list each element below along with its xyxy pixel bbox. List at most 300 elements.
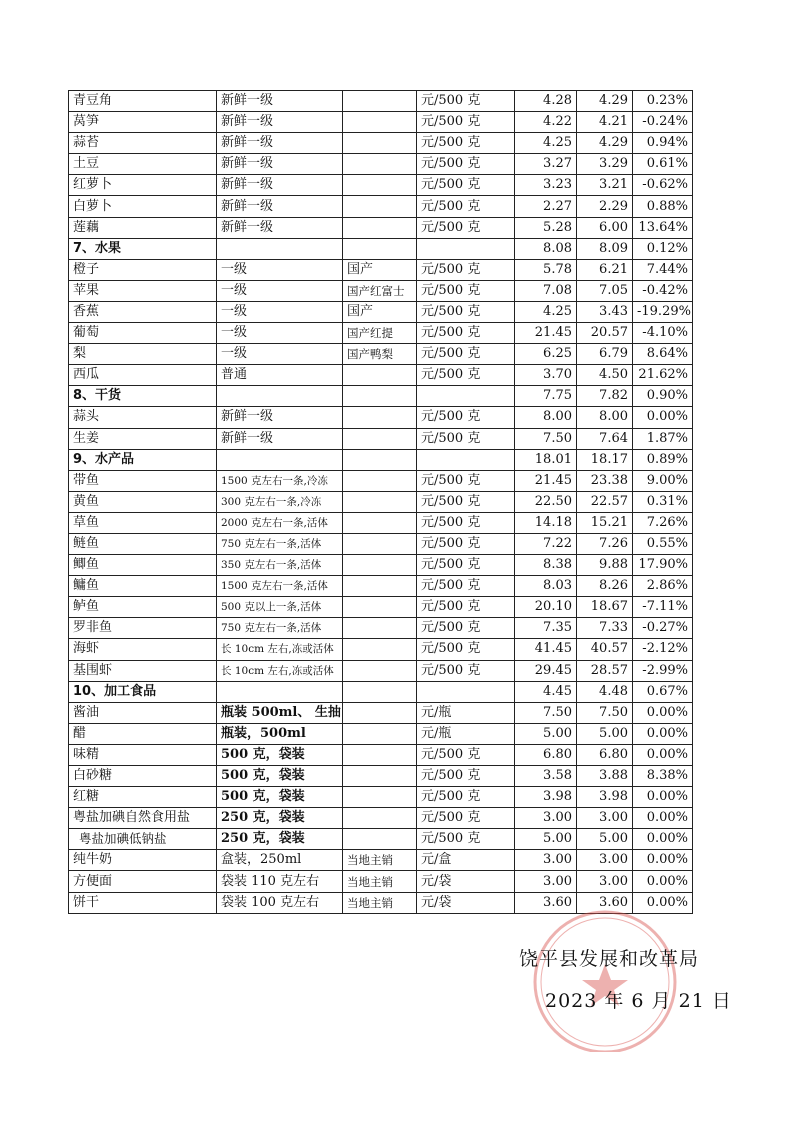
curr-price: 40.57 [577, 639, 633, 660]
item-name: 基围虾 [69, 660, 217, 681]
curr-price: 4.48 [577, 681, 633, 702]
item-unit: 元/500 克 [417, 259, 515, 280]
empty-cell [417, 449, 515, 470]
curr-price: 6.00 [577, 217, 633, 238]
curr-price: 7.33 [577, 618, 633, 639]
table-row [69, 280, 693, 301]
item-spec: 500 克，袋装 [217, 787, 343, 808]
item-origin [343, 91, 417, 112]
prev-price: 3.60 [515, 892, 577, 913]
empty-cell [217, 681, 343, 702]
item-spec: 750 克左右一条,活体 [217, 618, 343, 639]
empty-cell [343, 238, 417, 259]
item-name: 鲢鱼 [69, 533, 217, 554]
table-row [69, 259, 693, 280]
item-spec: 一级 [217, 280, 343, 301]
price-change: 0.67% [633, 681, 693, 702]
prev-price: 4.45 [515, 681, 577, 702]
prev-price: 41.45 [515, 639, 577, 660]
item-origin: 国产 [343, 301, 417, 322]
price-table-body [69, 91, 693, 914]
item-name: 香蕉 [69, 301, 217, 322]
item-spec: 普通 [217, 365, 343, 386]
item-unit: 元/500 克 [417, 512, 515, 533]
prev-price: 21.45 [515, 470, 577, 491]
price-change: -2.12% [633, 639, 693, 660]
item-name: 带鱼 [69, 470, 217, 491]
prev-price: 20.10 [515, 597, 577, 618]
item-origin [343, 407, 417, 428]
category-name: 7、水果 [69, 238, 217, 259]
table-row [69, 808, 693, 829]
item-spec: 新鲜一级 [217, 175, 343, 196]
prev-price: 3.98 [515, 787, 577, 808]
item-origin [343, 639, 417, 660]
item-origin: 当地主销 [343, 850, 417, 871]
price-change: 0.89% [633, 449, 693, 470]
table-row [69, 533, 693, 554]
item-spec: 新鲜一级 [217, 196, 343, 217]
table-row [69, 491, 693, 512]
category-name: 8、干货 [69, 386, 217, 407]
item-name: 鲫鱼 [69, 555, 217, 576]
price-change: 0.00% [633, 787, 693, 808]
prev-price: 5.28 [515, 217, 577, 238]
table-row [69, 576, 693, 597]
empty-cell [217, 449, 343, 470]
prev-price: 3.00 [515, 871, 577, 892]
prev-price: 5.00 [515, 723, 577, 744]
curr-price: 22.57 [577, 491, 633, 512]
prev-price: 7.50 [515, 702, 577, 723]
prev-price: 4.25 [515, 133, 577, 154]
curr-price: 7.50 [577, 702, 633, 723]
price-change: 0.00% [633, 744, 693, 765]
item-spec: 瓶装 500ml、 生抽 [217, 702, 343, 723]
curr-price: 28.57 [577, 660, 633, 681]
curr-price: 4.29 [577, 133, 633, 154]
empty-cell [343, 386, 417, 407]
item-origin [343, 829, 417, 850]
item-origin [343, 175, 417, 196]
item-name: 白萝卜 [69, 196, 217, 217]
item-name: 粤盐加碘自然食用盐 [69, 808, 217, 829]
curr-price: 3.43 [577, 301, 633, 322]
category-row [69, 386, 693, 407]
table-row [69, 723, 693, 744]
prev-price: 3.70 [515, 365, 577, 386]
curr-price: 7.64 [577, 428, 633, 449]
empty-cell [343, 681, 417, 702]
item-name: 醋 [69, 723, 217, 744]
price-change: -19.29% [633, 301, 693, 322]
item-name: 纯牛奶 [69, 850, 217, 871]
price-change: 8.38% [633, 766, 693, 787]
item-unit: 元/500 克 [417, 407, 515, 428]
item-spec: 350 克左右一条,活体 [217, 555, 343, 576]
item-unit: 元/500 克 [417, 766, 515, 787]
item-origin [343, 133, 417, 154]
item-unit: 元/袋 [417, 871, 515, 892]
prev-price: 7.35 [515, 618, 577, 639]
item-origin [343, 491, 417, 512]
table-row [69, 744, 693, 765]
item-unit: 元/500 克 [417, 829, 515, 850]
item-name: 葡萄 [69, 323, 217, 344]
item-spec: 长 10cm 左右,冻或活体 [217, 639, 343, 660]
item-origin [343, 365, 417, 386]
item-unit: 元/瓶 [417, 723, 515, 744]
item-origin: 国产红提 [343, 323, 417, 344]
category-row [69, 238, 693, 259]
official-seal [505, 902, 705, 1052]
curr-price: 3.00 [577, 808, 633, 829]
item-spec: 长 10cm 左右,冻或活体 [217, 660, 343, 681]
item-name: 黄鱼 [69, 491, 217, 512]
curr-price: 15.21 [577, 512, 633, 533]
prev-price: 3.27 [515, 154, 577, 175]
prev-price: 7.50 [515, 428, 577, 449]
prev-price: 7.08 [515, 280, 577, 301]
empty-cell [217, 386, 343, 407]
curr-price: 18.17 [577, 449, 633, 470]
price-change: 0.00% [633, 723, 693, 744]
item-origin: 国产 [343, 259, 417, 280]
item-spec: 500 克以上一条,活体 [217, 597, 343, 618]
item-origin [343, 470, 417, 491]
curr-price: 7.26 [577, 533, 633, 554]
table-row [69, 702, 693, 723]
price-change: 0.23% [633, 91, 693, 112]
item-spec: 2000 克左右一条,活体 [217, 512, 343, 533]
item-unit: 元/盒 [417, 850, 515, 871]
item-unit: 元/500 克 [417, 344, 515, 365]
item-spec: 新鲜一级 [217, 428, 343, 449]
item-spec: 750 克左右一条,活体 [217, 533, 343, 554]
prev-price: 8.00 [515, 407, 577, 428]
item-name: 蒜苔 [69, 133, 217, 154]
price-change: 0.94% [633, 133, 693, 154]
item-name: 鳙鱼 [69, 576, 217, 597]
item-name: 梨 [69, 344, 217, 365]
price-change: -2.99% [633, 660, 693, 681]
item-origin [343, 217, 417, 238]
table-row [69, 555, 693, 576]
item-origin [343, 576, 417, 597]
price-change: 7.44% [633, 259, 693, 280]
issue-date: 2023 年 6 月 21 日 [545, 990, 732, 1012]
price-change: 9.00% [633, 470, 693, 491]
item-spec: 一级 [217, 259, 343, 280]
item-unit: 元/500 克 [417, 808, 515, 829]
item-unit: 元/500 克 [417, 217, 515, 238]
price-change: -0.27% [633, 618, 693, 639]
curr-price: 18.67 [577, 597, 633, 618]
table-row [69, 787, 693, 808]
item-name: 莲藕 [69, 217, 217, 238]
table-row [69, 196, 693, 217]
curr-price: 9.88 [577, 555, 633, 576]
empty-cell [417, 386, 515, 407]
item-spec: 一级 [217, 301, 343, 322]
item-spec: 新鲜一级 [217, 112, 343, 133]
item-unit: 元/500 克 [417, 470, 515, 491]
item-unit: 元/500 克 [417, 597, 515, 618]
table-row [69, 175, 693, 196]
item-origin: 当地主销 [343, 871, 417, 892]
curr-price: 4.50 [577, 365, 633, 386]
curr-price: 8.00 [577, 407, 633, 428]
item-name: 莴笋 [69, 112, 217, 133]
item-unit: 元/500 克 [417, 744, 515, 765]
price-change: -0.42% [633, 280, 693, 301]
item-unit: 元/500 克 [417, 618, 515, 639]
prev-price: 6.25 [515, 344, 577, 365]
empty-cell [217, 238, 343, 259]
item-spec: 500 克，袋装 [217, 744, 343, 765]
price-change: 13.64% [633, 217, 693, 238]
item-unit: 元/500 克 [417, 175, 515, 196]
curr-price: 23.38 [577, 470, 633, 491]
prev-price: 2.27 [515, 196, 577, 217]
price-change: -0.62% [633, 175, 693, 196]
prev-price: 22.50 [515, 491, 577, 512]
price-change: -4.10% [633, 323, 693, 344]
item-unit: 元/500 克 [417, 576, 515, 597]
prev-price: 18.01 [515, 449, 577, 470]
prev-price: 3.00 [515, 850, 577, 871]
prev-price: 3.00 [515, 808, 577, 829]
prev-price: 4.22 [515, 112, 577, 133]
item-spec: 新鲜一级 [217, 407, 343, 428]
price-change: 0.88% [633, 196, 693, 217]
item-unit: 元/500 克 [417, 133, 515, 154]
item-name: 生姜 [69, 428, 217, 449]
item-unit: 元/500 克 [417, 555, 515, 576]
table-row [69, 217, 693, 238]
item-origin: 国产鸭梨 [343, 344, 417, 365]
prev-price: 8.38 [515, 555, 577, 576]
item-origin [343, 766, 417, 787]
table-row [69, 829, 693, 850]
price-change: 2.86% [633, 576, 693, 597]
curr-price: 6.21 [577, 259, 633, 280]
item-unit: 元/500 克 [417, 365, 515, 386]
item-unit: 元/500 克 [417, 301, 515, 322]
item-origin [343, 618, 417, 639]
curr-price: 8.26 [577, 576, 633, 597]
curr-price: 5.00 [577, 829, 633, 850]
item-spec: 一级 [217, 344, 343, 365]
item-name: 红萝卜 [69, 175, 217, 196]
item-spec: 新鲜一级 [217, 133, 343, 154]
table-row [69, 365, 693, 386]
item-spec: 1500 克左右一条,活体 [217, 576, 343, 597]
price-change: 0.00% [633, 407, 693, 428]
item-origin [343, 555, 417, 576]
price-change: 0.61% [633, 154, 693, 175]
curr-price: 3.60 [577, 892, 633, 913]
item-spec: 500 克，袋装 [217, 766, 343, 787]
price-change: 0.00% [633, 808, 693, 829]
curr-price: 6.79 [577, 344, 633, 365]
item-name: 青豆角 [69, 91, 217, 112]
item-unit: 元/500 克 [417, 787, 515, 808]
prev-price: 5.00 [515, 829, 577, 850]
item-origin [343, 196, 417, 217]
curr-price: 5.00 [577, 723, 633, 744]
item-name: 土豆 [69, 154, 217, 175]
prev-price: 7.75 [515, 386, 577, 407]
item-name: 苹果 [69, 280, 217, 301]
item-unit: 元/500 克 [417, 196, 515, 217]
price-change: 0.90% [633, 386, 693, 407]
item-origin [343, 723, 417, 744]
item-origin [343, 808, 417, 829]
item-name: 草鱼 [69, 512, 217, 533]
prev-price: 14.18 [515, 512, 577, 533]
item-origin [343, 660, 417, 681]
table-row [69, 407, 693, 428]
item-unit: 元/500 克 [417, 323, 515, 344]
item-name: 味精 [69, 744, 217, 765]
table-row [69, 112, 693, 133]
prev-price: 3.58 [515, 766, 577, 787]
prev-price: 4.28 [515, 91, 577, 112]
price-change: 0.55% [633, 533, 693, 554]
item-unit: 元/500 克 [417, 533, 515, 554]
price-change: 0.00% [633, 829, 693, 850]
table-row [69, 512, 693, 533]
empty-cell [343, 449, 417, 470]
table-row [69, 766, 693, 787]
table-row [69, 871, 693, 892]
price-change: 0.31% [633, 491, 693, 512]
item-unit: 元/500 克 [417, 112, 515, 133]
table-row [69, 323, 693, 344]
item-spec: 300 克左右一条,冷冻 [217, 491, 343, 512]
item-spec: 250 克，袋装 [217, 808, 343, 829]
price-change: 7.26% [633, 512, 693, 533]
curr-price: 3.88 [577, 766, 633, 787]
table-row [69, 301, 693, 322]
item-spec: 袋装 110 克左右 [217, 871, 343, 892]
item-origin: 国产红富士 [343, 280, 417, 301]
item-spec: 250 克，袋装 [217, 829, 343, 850]
category-name: 10、加工食品 [69, 681, 217, 702]
item-origin: 当地主销 [343, 892, 417, 913]
table-row [69, 639, 693, 660]
item-name: 罗非鱼 [69, 618, 217, 639]
table-row [69, 470, 693, 491]
item-unit: 元/500 克 [417, 428, 515, 449]
item-spec: 瓶装，500ml [217, 723, 343, 744]
curr-price: 7.05 [577, 280, 633, 301]
item-unit: 元/500 克 [417, 91, 515, 112]
prev-price: 29.45 [515, 660, 577, 681]
table-row [69, 133, 693, 154]
item-origin [343, 112, 417, 133]
curr-price: 2.29 [577, 196, 633, 217]
category-row [69, 681, 693, 702]
item-spec: 袋装 100 克左右 [217, 892, 343, 913]
price-change: -0.24% [633, 112, 693, 133]
table-row [69, 428, 693, 449]
item-origin [343, 787, 417, 808]
curr-price: 20.57 [577, 323, 633, 344]
prev-price: 5.78 [515, 259, 577, 280]
item-spec: 新鲜一级 [217, 217, 343, 238]
table-row [69, 618, 693, 639]
item-unit: 元/500 克 [417, 639, 515, 660]
empty-cell [417, 681, 515, 702]
curr-price: 3.00 [577, 871, 633, 892]
item-origin [343, 512, 417, 533]
item-spec: 一级 [217, 323, 343, 344]
item-name: 蒜头 [69, 407, 217, 428]
item-unit: 元/500 克 [417, 660, 515, 681]
item-unit: 元/500 克 [417, 491, 515, 512]
item-name: 方便面 [69, 871, 217, 892]
item-name: 酱油 [69, 702, 217, 723]
empty-cell [417, 238, 515, 259]
item-unit: 元/袋 [417, 892, 515, 913]
category-row [69, 449, 693, 470]
price-change: 0.00% [633, 892, 693, 913]
item-spec: 1500 克左右一条,冷冻 [217, 470, 343, 491]
item-name: 海虾 [69, 639, 217, 660]
price-change: -7.11% [633, 597, 693, 618]
issuing-organization: 饶平县发展和改革局 [519, 948, 700, 970]
table-row [69, 660, 693, 681]
price-change: 0.12% [633, 238, 693, 259]
price-change: 0.00% [633, 850, 693, 871]
prev-price: 8.03 [515, 576, 577, 597]
price-change: 21.62% [633, 365, 693, 386]
table-row [69, 154, 693, 175]
item-origin [343, 702, 417, 723]
item-name: 西瓜 [69, 365, 217, 386]
item-origin [343, 597, 417, 618]
item-name: 鲈鱼 [69, 597, 217, 618]
curr-price: 3.29 [577, 154, 633, 175]
item-origin [343, 744, 417, 765]
price-change: 8.64% [633, 344, 693, 365]
table-row [69, 91, 693, 112]
curr-price: 4.21 [577, 112, 633, 133]
item-spec: 盒装，250ml [217, 850, 343, 871]
price-change: 17.90% [633, 555, 693, 576]
prev-price: 6.80 [515, 744, 577, 765]
prev-price: 21.45 [515, 323, 577, 344]
table-row [69, 344, 693, 365]
item-name: 粤盐加碘低钠盐 [69, 829, 217, 850]
item-origin [343, 154, 417, 175]
item-name: 红糖 [69, 787, 217, 808]
price-change: 0.00% [633, 702, 693, 723]
table-row [69, 850, 693, 871]
curr-price: 4.29 [577, 91, 633, 112]
prev-price: 3.23 [515, 175, 577, 196]
prev-price: 7.22 [515, 533, 577, 554]
item-unit: 元/500 克 [417, 280, 515, 301]
item-unit: 元/500 克 [417, 154, 515, 175]
curr-price: 3.21 [577, 175, 633, 196]
item-name: 橙子 [69, 259, 217, 280]
price-table [68, 90, 693, 914]
item-origin [343, 428, 417, 449]
item-name: 白砂糖 [69, 766, 217, 787]
